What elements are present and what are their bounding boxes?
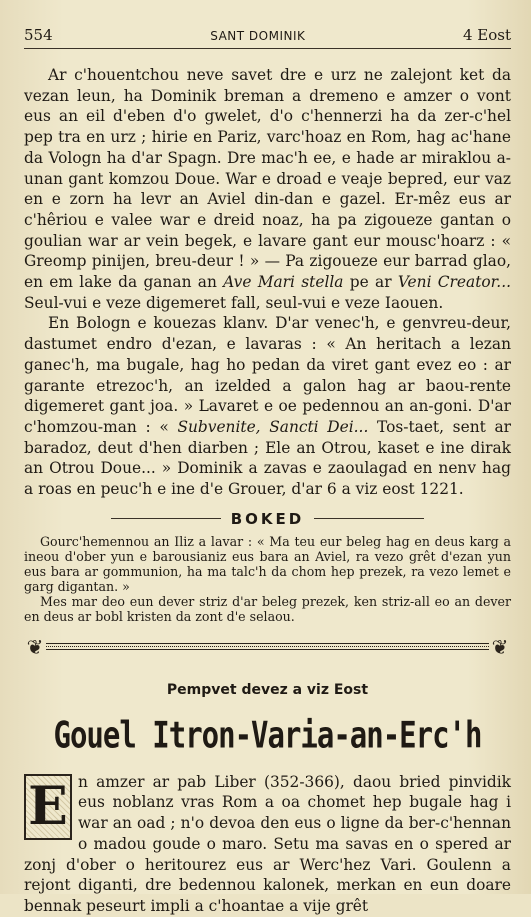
body-paragraph-1: Ar c'houentchou neve savet dre e urz ne zalejont ket da vezan leun, ha Dominik breman a dremeno e amzer o vont eus an eil d'eben d'o gwelet, d'o c'hennerzi ha da zer-c'hel pep tra en urz ; hirie en Pariz, varc'hoaz en Rom, hag ac'hane da Vologn ha d'ar Spagn. Dre mac'h ee, e hade ar miraklou a-unan gant komzou Doue. War e droad e veaje bepred, eur vaz en e zorn ha levr an Aviel din-dan e gazel. Er-mêz eus ar c'hêriou e valee war e dreid noaz, ha pa zigoueze gantan o goulian war ar vein begek, e lavare gant eur mousc'hoarz : « Greomp pinijen, breu-deur ! » — Pa zigoueze eur barrad glao, en em lake da ganan an Ave Mari stella pe ar Veni Creator... Seul-vui e veze digemeret fall, seul-vui e veze Iaouen.: [24, 66, 511, 312]
heading-rule-right: [314, 518, 424, 519]
fleuron-left-icon: ❦: [26, 634, 44, 659]
feast-title: Gouel Itron-Varia-an-Erc'h: [53, 713, 482, 757]
italic-veni-creator: Veni Creator...: [397, 273, 511, 292]
body-paragraph-2: En Bologn e kouezas klanv. D'ar venec'h, e genvreu-deur, dastumet endro d'ezan, e lavaras : « An heritach a lezan ganec'h, ma bugale, hag ho pedan da viret gant evez eo : ar garante etrezoc'h, an izelded a galon hag ar baou-rente digemeret gant joa. » Lavaret e oe pedennou an an-goni. D'ar c'homzou-man : « Subvenite, Sancti Dei... Tos-taet, sent ar baradoz, deut d'hen diarben ; Ele an Otrou, kaset e ine dirak an Otrou Doue... » Dominik a zavas e zaoulagad en nenv hag a roas en peuc'h e ine d'e Grouer, d'ar 6 a viz eost 1221.: [24, 314, 511, 499]
boked-paragraph-2: Mes mar deo eun dever striz d'ar beleg prezek, ken striz-all eo an dever en deus ar bobl kristen da zont d'e selaou.: [24, 593, 511, 624]
boked-title: BOKED: [230, 509, 305, 528]
boked-paragraph-1: Gourc'hemennou an Iliz a lavar : « Ma teu eur beleg hag en deus karg a ineou d'ober yun e barousianiz eus bara an Aviel, ra vezo grêt d'ezan yun eus bara ar gommunion, ha ma talc'h da chom hep prezek, ra vezo lemet e garg digantan. »: [24, 533, 511, 594]
feast-paragraph: n amzer ar pab Liber (352-366), daou bried pinvidik eus noblanz vras Rom a oa chomet hep bugale hag i war an oad ; n'o devoa den eus o ligne da ber-c'hennan o madou goude o maro. Setu ma savas en o spered ar zonj d'ober o heritourez eus ar Werc'hez Vari. Goulenn a rejont diganti, dre bedennou kalonek, merkan en eun doare bennak peseurt impli a c'hoantae a vije grêt: [24, 772, 511, 915]
running-head: [24, 26, 511, 49]
running-date: 4 Eost: [462, 26, 511, 44]
page-number: 554: [24, 26, 53, 44]
heading-rule-left: [111, 518, 221, 519]
feast-body: [24, 772, 511, 917]
feast-date: Pempvet devez a viz Eost: [166, 681, 369, 698]
drop-cap: E: [24, 774, 72, 840]
italic-ave-mari-stella: Ave Mari stella: [223, 273, 344, 292]
boked-heading: [24, 510, 511, 528]
italic-subvenite: Subvenite, Sancti Dei...: [177, 417, 369, 436]
running-title: SANT DOMINIK: [210, 29, 306, 43]
ornamental-bar: [46, 641, 489, 652]
fleuron-right-icon: ❦: [491, 634, 509, 659]
ornamental-divider: [24, 634, 511, 660]
